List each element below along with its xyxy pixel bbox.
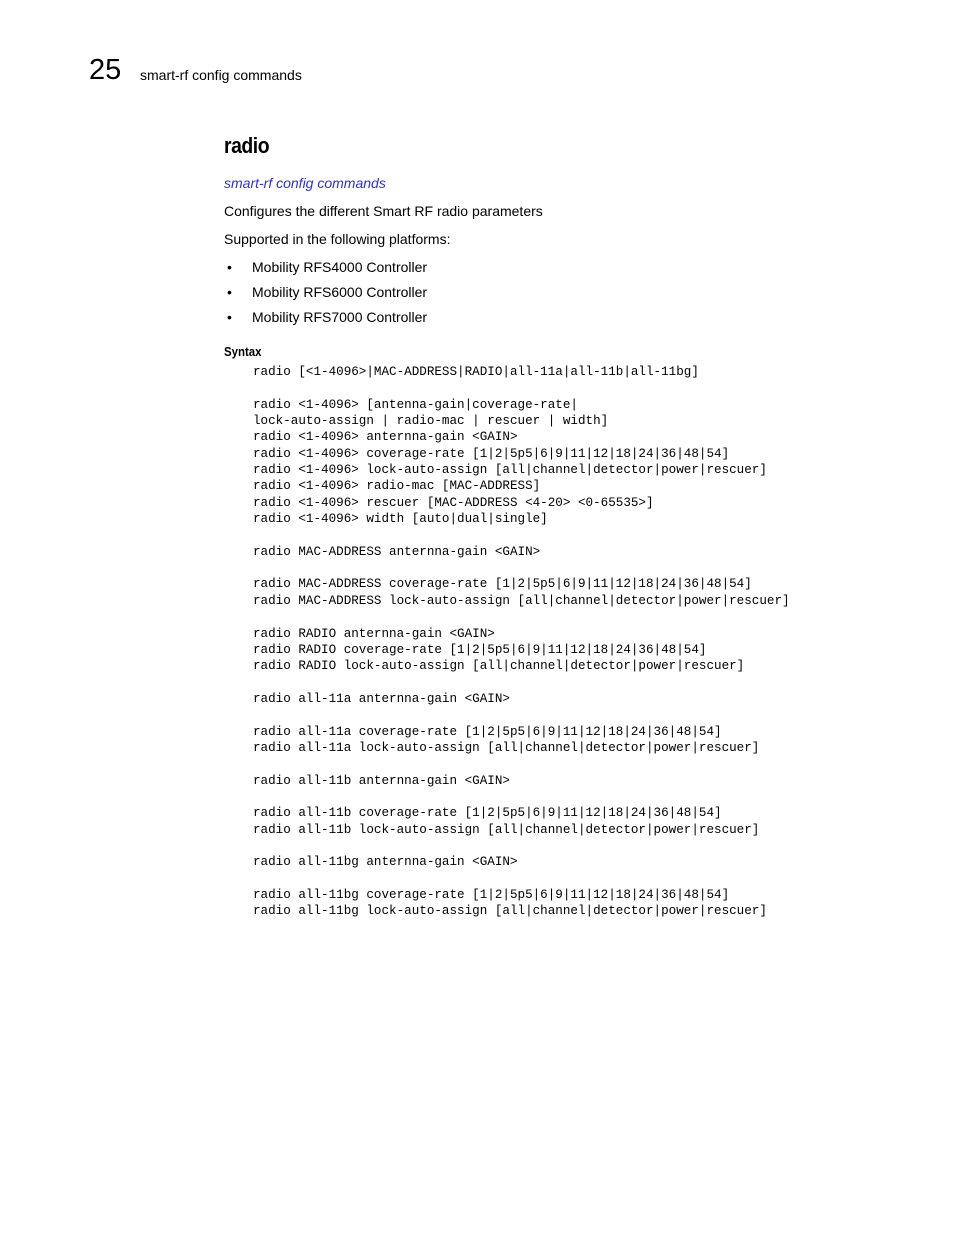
- platform-label: Mobility RFS4000 Controller: [252, 259, 428, 275]
- list-item: [224, 258, 864, 276]
- platform-label: Mobility RFS6000 Controller: [252, 284, 428, 300]
- syntax-code-block: radio [<1-4096>|MAC-ADDRESS|RADIO|all-11a|all-11b|all-11bg] radio <1-4096> [antenna-gain|coverage-rate| lock-auto-assign | radio-mac | rescuer | width] radio <1-4096> anternna-gain <GAIN> radio <1-4096> coverage-rate [1|2|5p5|6|9|11|12|18|24|36|48|54] radio <1-4096> lock-auto-assign [all|channel|detector|power|rescuer] radio <1-4096> radio-mac [MAC-ADDRESS] radio <1-4096> rescuer [MAC-ADDRESS <4-20> <0-65535>] radio <1-4096> width [auto|dual|single] radio MAC-ADDRESS anternna-gain <GAIN> radio MAC-ADDRESS coverage-rate [1|2|5p5|6|9|11|12|18|24|36|48|54] radio MAC-ADDRESS lock-auto-assign [all|channel|detector|power|rescuer] radio RADIO anternna-gain <GAIN> radio RADIO coverage-rate [1|2|5p5|6|9|11|12|18|24|36|48|54] radio RADIO lock-auto-assign [all|channel|detector|power|rescuer] radio all-11a anternna-gain <GAIN> radio all-11a coverage-rate [1|2|5p5|6|9|11|12|18|24|36|48|54] radio all-11a lock-auto-assign [all|channel|detector|power|rescuer] radio all-11b anternna-gain <GAIN> radio all-11b coverage-rate [1|2|5p5|6|9|11|12|18|24|36|48|54] radio all-11b lock-auto-assign [all|channel|detector|power|rescuer] radio all-11bg anternna-gain <GAIN> radio all-11bg coverage-rate [1|2|5p5|6|9|11|12|18|24|36|48|54] radio all-11bg lock-auto-assign [all|channel|detector|power|rescuer]: [253, 365, 790, 919]
- syntax-heading: Syntax: [224, 344, 262, 359]
- chapter-title: smart-rf config commands: [140, 67, 302, 83]
- platform-label: Mobility RFS7000 Controller: [252, 309, 428, 325]
- list-item: [224, 283, 864, 301]
- chapter-number: 25: [89, 54, 122, 86]
- main-content: [224, 132, 864, 920]
- bullet-icon: •: [227, 284, 232, 300]
- page-title: radio: [224, 133, 270, 158]
- bullet-icon: •: [227, 309, 232, 325]
- list-item: [224, 308, 864, 326]
- bullet-icon: •: [227, 259, 232, 275]
- smart-rf-config-commands-link[interactable]: smart-rf config commands: [224, 175, 386, 191]
- platform-list: [224, 258, 864, 326]
- platforms-intro: Supported in the following platforms:: [224, 231, 451, 247]
- command-description: Configures the different Smart RF radio parameters: [224, 203, 543, 219]
